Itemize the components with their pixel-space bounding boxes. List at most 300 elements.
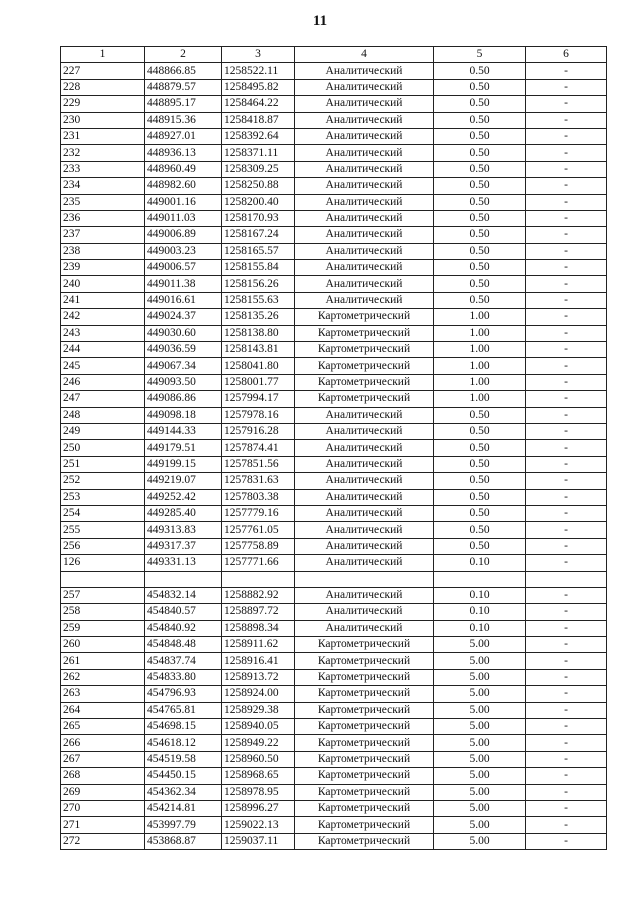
- y-coordinate-cell: 1258309.25: [222, 161, 295, 177]
- accuracy-cell: 0.50: [434, 112, 526, 128]
- y-coordinate-cell: 1258200.40: [222, 194, 295, 210]
- x-coordinate-cell: 448927.01: [145, 128, 222, 144]
- x-coordinate-cell: 454698.15: [145, 719, 222, 735]
- table-row: [61, 309, 607, 325]
- method-cell: Аналитический: [295, 243, 434, 259]
- column-header: 3: [222, 47, 295, 63]
- table-row: [61, 735, 607, 751]
- note-cell: -: [526, 342, 607, 358]
- x-coordinate-cell: 449003.23: [145, 243, 222, 259]
- accuracy-cell: 0.50: [434, 63, 526, 79]
- accuracy-cell: 0.50: [434, 505, 526, 521]
- method-cell: Картометрический: [295, 325, 434, 341]
- note-cell: -: [526, 768, 607, 784]
- method-cell: Аналитический: [295, 522, 434, 538]
- point-number-cell: 254: [61, 505, 145, 521]
- note-cell: -: [526, 374, 607, 390]
- point-number-cell: 261: [61, 653, 145, 669]
- accuracy-cell: 0.50: [434, 161, 526, 177]
- x-coordinate-cell: 449317.37: [145, 538, 222, 554]
- note-cell: -: [526, 96, 607, 112]
- accuracy-cell: 5.00: [434, 833, 526, 849]
- method-cell: Картометрический: [295, 817, 434, 833]
- x-coordinate-cell: 454837.74: [145, 653, 222, 669]
- y-coordinate-cell: 1258911.62: [222, 637, 295, 653]
- page-number: 11: [312, 13, 328, 29]
- table-row: [61, 751, 607, 767]
- method-cell: Аналитический: [295, 145, 434, 161]
- accuracy-cell: 0.50: [434, 178, 526, 194]
- method-cell: Аналитический: [295, 260, 434, 276]
- accuracy-cell: 0.50: [434, 96, 526, 112]
- note-cell: -: [526, 489, 607, 505]
- point-number-cell: 238: [61, 243, 145, 259]
- note-cell: -: [526, 227, 607, 243]
- y-coordinate-cell: 1258155.84: [222, 260, 295, 276]
- note-cell: -: [526, 719, 607, 735]
- table-row: [61, 63, 607, 79]
- point-number-cell: 243: [61, 325, 145, 341]
- x-coordinate-cell: 449006.57: [145, 260, 222, 276]
- table-row: [61, 440, 607, 456]
- accuracy-cell: 1.00: [434, 391, 526, 407]
- method-cell: Картометрический: [295, 358, 434, 374]
- point-number-cell: 272: [61, 833, 145, 849]
- method-cell: Аналитический: [295, 555, 434, 571]
- note-cell: -: [526, 79, 607, 95]
- y-coordinate-cell: 1258464.22: [222, 96, 295, 112]
- y-coordinate-cell: 1258155.63: [222, 292, 295, 308]
- method-cell: Аналитический: [295, 587, 434, 603]
- point-number-cell: 258: [61, 604, 145, 620]
- accuracy-cell: 0.50: [434, 489, 526, 505]
- y-coordinate-cell: 1257831.63: [222, 473, 295, 489]
- table-row: [61, 210, 607, 226]
- y-coordinate-cell: [222, 571, 295, 587]
- table-row: [61, 800, 607, 816]
- x-coordinate-cell: 449011.03: [145, 210, 222, 226]
- point-number-cell: 228: [61, 79, 145, 95]
- note-cell: -: [526, 145, 607, 161]
- note-cell: -: [526, 325, 607, 341]
- x-coordinate-cell: 449036.59: [145, 342, 222, 358]
- method-cell: Аналитический: [295, 473, 434, 489]
- accuracy-cell: 0.10: [434, 604, 526, 620]
- method-cell: Аналитический: [295, 604, 434, 620]
- y-coordinate-cell: 1258001.77: [222, 374, 295, 390]
- x-coordinate-cell: 449086.86: [145, 391, 222, 407]
- x-coordinate-cell: 449144.33: [145, 423, 222, 439]
- table-row: [61, 637, 607, 653]
- point-number-cell: 234: [61, 178, 145, 194]
- method-cell: Аналитический: [295, 292, 434, 308]
- note-cell: -: [526, 505, 607, 521]
- method-cell: Картометрический: [295, 669, 434, 685]
- y-coordinate-cell: 1258996.27: [222, 800, 295, 816]
- y-coordinate-cell: 1258170.93: [222, 210, 295, 226]
- accuracy-cell: 0.50: [434, 456, 526, 472]
- x-coordinate-cell: 454618.12: [145, 735, 222, 751]
- table-row: [61, 768, 607, 784]
- note-cell: -: [526, 587, 607, 603]
- accuracy-cell: 0.50: [434, 260, 526, 276]
- method-cell: Аналитический: [295, 227, 434, 243]
- accuracy-cell: 0.50: [434, 423, 526, 439]
- accuracy-cell: 5.00: [434, 637, 526, 653]
- x-coordinate-cell: 449098.18: [145, 407, 222, 423]
- accuracy-cell: 0.50: [434, 145, 526, 161]
- x-coordinate-cell: 449285.40: [145, 505, 222, 521]
- note-cell: -: [526, 800, 607, 816]
- point-number-cell: 231: [61, 128, 145, 144]
- y-coordinate-cell: 1258940.05: [222, 719, 295, 735]
- accuracy-cell: 0.50: [434, 407, 526, 423]
- method-cell: Аналитический: [295, 489, 434, 505]
- point-number-cell: 229: [61, 96, 145, 112]
- x-coordinate-cell: 448960.49: [145, 161, 222, 177]
- point-number-cell: 253: [61, 489, 145, 505]
- note-cell: -: [526, 407, 607, 423]
- table-header: [61, 47, 607, 63]
- table-row: [61, 161, 607, 177]
- method-cell: Аналитический: [295, 128, 434, 144]
- method-cell: Аналитический: [295, 178, 434, 194]
- table-row: [61, 538, 607, 554]
- method-cell: Аналитический: [295, 194, 434, 210]
- note-cell: -: [526, 637, 607, 653]
- point-number-cell: 227: [61, 63, 145, 79]
- point-number-cell: 232: [61, 145, 145, 161]
- coordinates-table: [60, 46, 607, 850]
- point-number-cell: 256: [61, 538, 145, 554]
- note-cell: [526, 571, 607, 587]
- x-coordinate-cell: 449011.38: [145, 276, 222, 292]
- point-number-cell: 262: [61, 669, 145, 685]
- point-number-cell: 270: [61, 800, 145, 816]
- method-cell: Аналитический: [295, 456, 434, 472]
- note-cell: -: [526, 604, 607, 620]
- point-number-cell: 236: [61, 210, 145, 226]
- x-coordinate-cell: 448936.13: [145, 145, 222, 161]
- point-number-cell: 235: [61, 194, 145, 210]
- x-coordinate-cell: 454796.93: [145, 686, 222, 702]
- method-cell: Картометрический: [295, 768, 434, 784]
- y-coordinate-cell: 1257803.38: [222, 489, 295, 505]
- table-row: [61, 489, 607, 505]
- point-number-cell: 246: [61, 374, 145, 390]
- method-cell: Картометрический: [295, 784, 434, 800]
- accuracy-cell: 0.50: [434, 522, 526, 538]
- table-row: [61, 178, 607, 194]
- table-row: [61, 79, 607, 95]
- y-coordinate-cell: 1258495.82: [222, 79, 295, 95]
- x-coordinate-cell: 448895.17: [145, 96, 222, 112]
- table-row: [61, 653, 607, 669]
- column-header: 2: [145, 47, 222, 63]
- y-coordinate-cell: 1258156.26: [222, 276, 295, 292]
- x-coordinate-cell: 449016.61: [145, 292, 222, 308]
- method-cell: Картометрический: [295, 735, 434, 751]
- note-cell: -: [526, 391, 607, 407]
- point-number-cell: 265: [61, 719, 145, 735]
- method-cell: Аналитический: [295, 96, 434, 112]
- x-coordinate-cell: 448982.60: [145, 178, 222, 194]
- table-row: [61, 555, 607, 571]
- accuracy-cell: 5.00: [434, 817, 526, 833]
- accuracy-cell: 0.10: [434, 587, 526, 603]
- y-coordinate-cell: 1258882.92: [222, 587, 295, 603]
- note-cell: -: [526, 276, 607, 292]
- accuracy-cell: 0.50: [434, 538, 526, 554]
- point-number-cell: 230: [61, 112, 145, 128]
- table-row: [61, 473, 607, 489]
- table-row: [61, 719, 607, 735]
- accuracy-cell: 5.00: [434, 686, 526, 702]
- x-coordinate-cell: 454765.81: [145, 702, 222, 718]
- table-row: [61, 260, 607, 276]
- x-coordinate-cell: 454362.34: [145, 784, 222, 800]
- accuracy-cell: 0.10: [434, 620, 526, 636]
- note-cell: -: [526, 292, 607, 308]
- x-coordinate-cell: 454833.80: [145, 669, 222, 685]
- note-cell: -: [526, 669, 607, 685]
- table-row: [61, 128, 607, 144]
- table-row: [61, 194, 607, 210]
- table-row: [61, 358, 607, 374]
- x-coordinate-cell: 449252.42: [145, 489, 222, 505]
- y-coordinate-cell: 1259022.13: [222, 817, 295, 833]
- x-coordinate-cell: 449179.51: [145, 440, 222, 456]
- point-number-cell: 264: [61, 702, 145, 718]
- note-cell: -: [526, 751, 607, 767]
- accuracy-cell: 5.00: [434, 768, 526, 784]
- x-coordinate-cell: 448879.57: [145, 79, 222, 95]
- accuracy-cell: 1.00: [434, 374, 526, 390]
- y-coordinate-cell: 1258165.57: [222, 243, 295, 259]
- accuracy-cell: 5.00: [434, 669, 526, 685]
- y-coordinate-cell: 1258898.34: [222, 620, 295, 636]
- point-number-cell: 245: [61, 358, 145, 374]
- table-row: [61, 374, 607, 390]
- x-coordinate-cell: 449006.89: [145, 227, 222, 243]
- method-cell: Картометрический: [295, 833, 434, 849]
- point-number-cell: 263: [61, 686, 145, 702]
- table-row: [61, 391, 607, 407]
- method-cell: Аналитический: [295, 112, 434, 128]
- point-number-cell: 271: [61, 817, 145, 833]
- point-number-cell: 259: [61, 620, 145, 636]
- note-cell: -: [526, 686, 607, 702]
- note-cell: -: [526, 243, 607, 259]
- y-coordinate-cell: 1258924.00: [222, 686, 295, 702]
- point-number-cell: [61, 571, 145, 587]
- table-row: [61, 227, 607, 243]
- point-number-cell: 252: [61, 473, 145, 489]
- y-coordinate-cell: 1258041.80: [222, 358, 295, 374]
- point-number-cell: 248: [61, 407, 145, 423]
- point-number-cell: 249: [61, 423, 145, 439]
- accuracy-cell: 0.50: [434, 194, 526, 210]
- point-number-cell: 251: [61, 456, 145, 472]
- table-row: [61, 604, 607, 620]
- table-row: [61, 342, 607, 358]
- note-cell: -: [526, 538, 607, 554]
- x-coordinate-cell: [145, 571, 222, 587]
- method-cell: Аналитический: [295, 538, 434, 554]
- column-header: 5: [434, 47, 526, 63]
- y-coordinate-cell: 1258968.65: [222, 768, 295, 784]
- note-cell: -: [526, 735, 607, 751]
- note-cell: -: [526, 620, 607, 636]
- method-cell: Аналитический: [295, 440, 434, 456]
- accuracy-cell: 0.50: [434, 440, 526, 456]
- x-coordinate-cell: 454832.14: [145, 587, 222, 603]
- x-coordinate-cell: 449331.13: [145, 555, 222, 571]
- table-row: [61, 145, 607, 161]
- method-cell: Картометрический: [295, 800, 434, 816]
- accuracy-cell: 0.50: [434, 128, 526, 144]
- note-cell: -: [526, 210, 607, 226]
- table-row: [61, 669, 607, 685]
- table-row: [61, 423, 607, 439]
- column-header: 4: [295, 47, 434, 63]
- y-coordinate-cell: 1259037.11: [222, 833, 295, 849]
- y-coordinate-cell: 1258143.81: [222, 342, 295, 358]
- y-coordinate-cell: 1257978.16: [222, 407, 295, 423]
- accuracy-cell: [434, 571, 526, 587]
- x-coordinate-cell: 454848.48: [145, 637, 222, 653]
- method-cell: Аналитический: [295, 276, 434, 292]
- note-cell: -: [526, 653, 607, 669]
- method-cell: Аналитический: [295, 79, 434, 95]
- table-row: [61, 505, 607, 521]
- accuracy-cell: 5.00: [434, 653, 526, 669]
- y-coordinate-cell: 1258250.88: [222, 178, 295, 194]
- method-cell: Картометрический: [295, 702, 434, 718]
- method-cell: [295, 571, 434, 587]
- method-cell: Аналитический: [295, 620, 434, 636]
- note-cell: -: [526, 63, 607, 79]
- accuracy-cell: 1.00: [434, 342, 526, 358]
- method-cell: Картометрический: [295, 309, 434, 325]
- table-row: [61, 522, 607, 538]
- x-coordinate-cell: 449199.15: [145, 456, 222, 472]
- table-row: [61, 112, 607, 128]
- point-number-cell: 260: [61, 637, 145, 653]
- method-cell: Картометрический: [295, 751, 434, 767]
- table-row: [61, 833, 607, 849]
- accuracy-cell: 1.00: [434, 309, 526, 325]
- point-number-cell: 268: [61, 768, 145, 784]
- table-row: [61, 407, 607, 423]
- accuracy-cell: 0.50: [434, 79, 526, 95]
- point-number-cell: 247: [61, 391, 145, 407]
- accuracy-cell: 1.00: [434, 358, 526, 374]
- table-row: [61, 686, 607, 702]
- note-cell: -: [526, 178, 607, 194]
- note-cell: -: [526, 194, 607, 210]
- note-cell: -: [526, 423, 607, 439]
- note-cell: -: [526, 161, 607, 177]
- method-cell: Картометрический: [295, 391, 434, 407]
- x-coordinate-cell: 454214.81: [145, 800, 222, 816]
- y-coordinate-cell: 1258978.95: [222, 784, 295, 800]
- note-cell: -: [526, 473, 607, 489]
- method-cell: Картометрический: [295, 374, 434, 390]
- y-coordinate-cell: 1257779.16: [222, 505, 295, 521]
- y-coordinate-cell: 1257851.56: [222, 456, 295, 472]
- point-number-cell: 239: [61, 260, 145, 276]
- accuracy-cell: 5.00: [434, 751, 526, 767]
- accuracy-cell: 0.50: [434, 210, 526, 226]
- x-coordinate-cell: 453997.79: [145, 817, 222, 833]
- table-row: [61, 702, 607, 718]
- accuracy-cell: 0.50: [434, 243, 526, 259]
- note-cell: -: [526, 112, 607, 128]
- x-coordinate-cell: 449001.16: [145, 194, 222, 210]
- point-number-cell: 242: [61, 309, 145, 325]
- point-number-cell: 240: [61, 276, 145, 292]
- method-cell: Картометрический: [295, 342, 434, 358]
- x-coordinate-cell: 454840.57: [145, 604, 222, 620]
- x-coordinate-cell: 453868.87: [145, 833, 222, 849]
- accuracy-cell: 0.50: [434, 292, 526, 308]
- accuracy-cell: 5.00: [434, 702, 526, 718]
- method-cell: Аналитический: [295, 161, 434, 177]
- column-header: 1: [61, 47, 145, 63]
- x-coordinate-cell: 454450.15: [145, 768, 222, 784]
- x-coordinate-cell: 449219.07: [145, 473, 222, 489]
- table-row: [61, 456, 607, 472]
- note-cell: -: [526, 260, 607, 276]
- point-number-cell: 269: [61, 784, 145, 800]
- note-cell: -: [526, 128, 607, 144]
- note-cell: -: [526, 833, 607, 849]
- y-coordinate-cell: 1258960.50: [222, 751, 295, 767]
- accuracy-cell: 5.00: [434, 800, 526, 816]
- y-coordinate-cell: 1258929.38: [222, 702, 295, 718]
- y-coordinate-cell: 1257994.17: [222, 391, 295, 407]
- accuracy-cell: 0.10: [434, 555, 526, 571]
- table-row: [61, 276, 607, 292]
- note-cell: -: [526, 555, 607, 571]
- x-coordinate-cell: 449030.60: [145, 325, 222, 341]
- y-coordinate-cell: 1258897.72: [222, 604, 295, 620]
- y-coordinate-cell: 1258138.80: [222, 325, 295, 341]
- y-coordinate-cell: 1258371.11: [222, 145, 295, 161]
- x-coordinate-cell: 449313.83: [145, 522, 222, 538]
- note-cell: -: [526, 702, 607, 718]
- table-row: [61, 325, 607, 341]
- point-number-cell: 255: [61, 522, 145, 538]
- table-row: [61, 784, 607, 800]
- note-cell: -: [526, 456, 607, 472]
- method-cell: Аналитический: [295, 63, 434, 79]
- point-number-cell: 257: [61, 587, 145, 603]
- note-cell: -: [526, 522, 607, 538]
- point-number-cell: 241: [61, 292, 145, 308]
- table-row: [61, 96, 607, 112]
- x-coordinate-cell: 448866.85: [145, 63, 222, 79]
- table-row: [61, 243, 607, 259]
- accuracy-cell: 5.00: [434, 735, 526, 751]
- accuracy-cell: 5.00: [434, 784, 526, 800]
- table-row: [61, 620, 607, 636]
- table-row: [61, 587, 607, 603]
- y-coordinate-cell: 1258913.72: [222, 669, 295, 685]
- point-number-cell: 250: [61, 440, 145, 456]
- y-coordinate-cell: 1258418.87: [222, 112, 295, 128]
